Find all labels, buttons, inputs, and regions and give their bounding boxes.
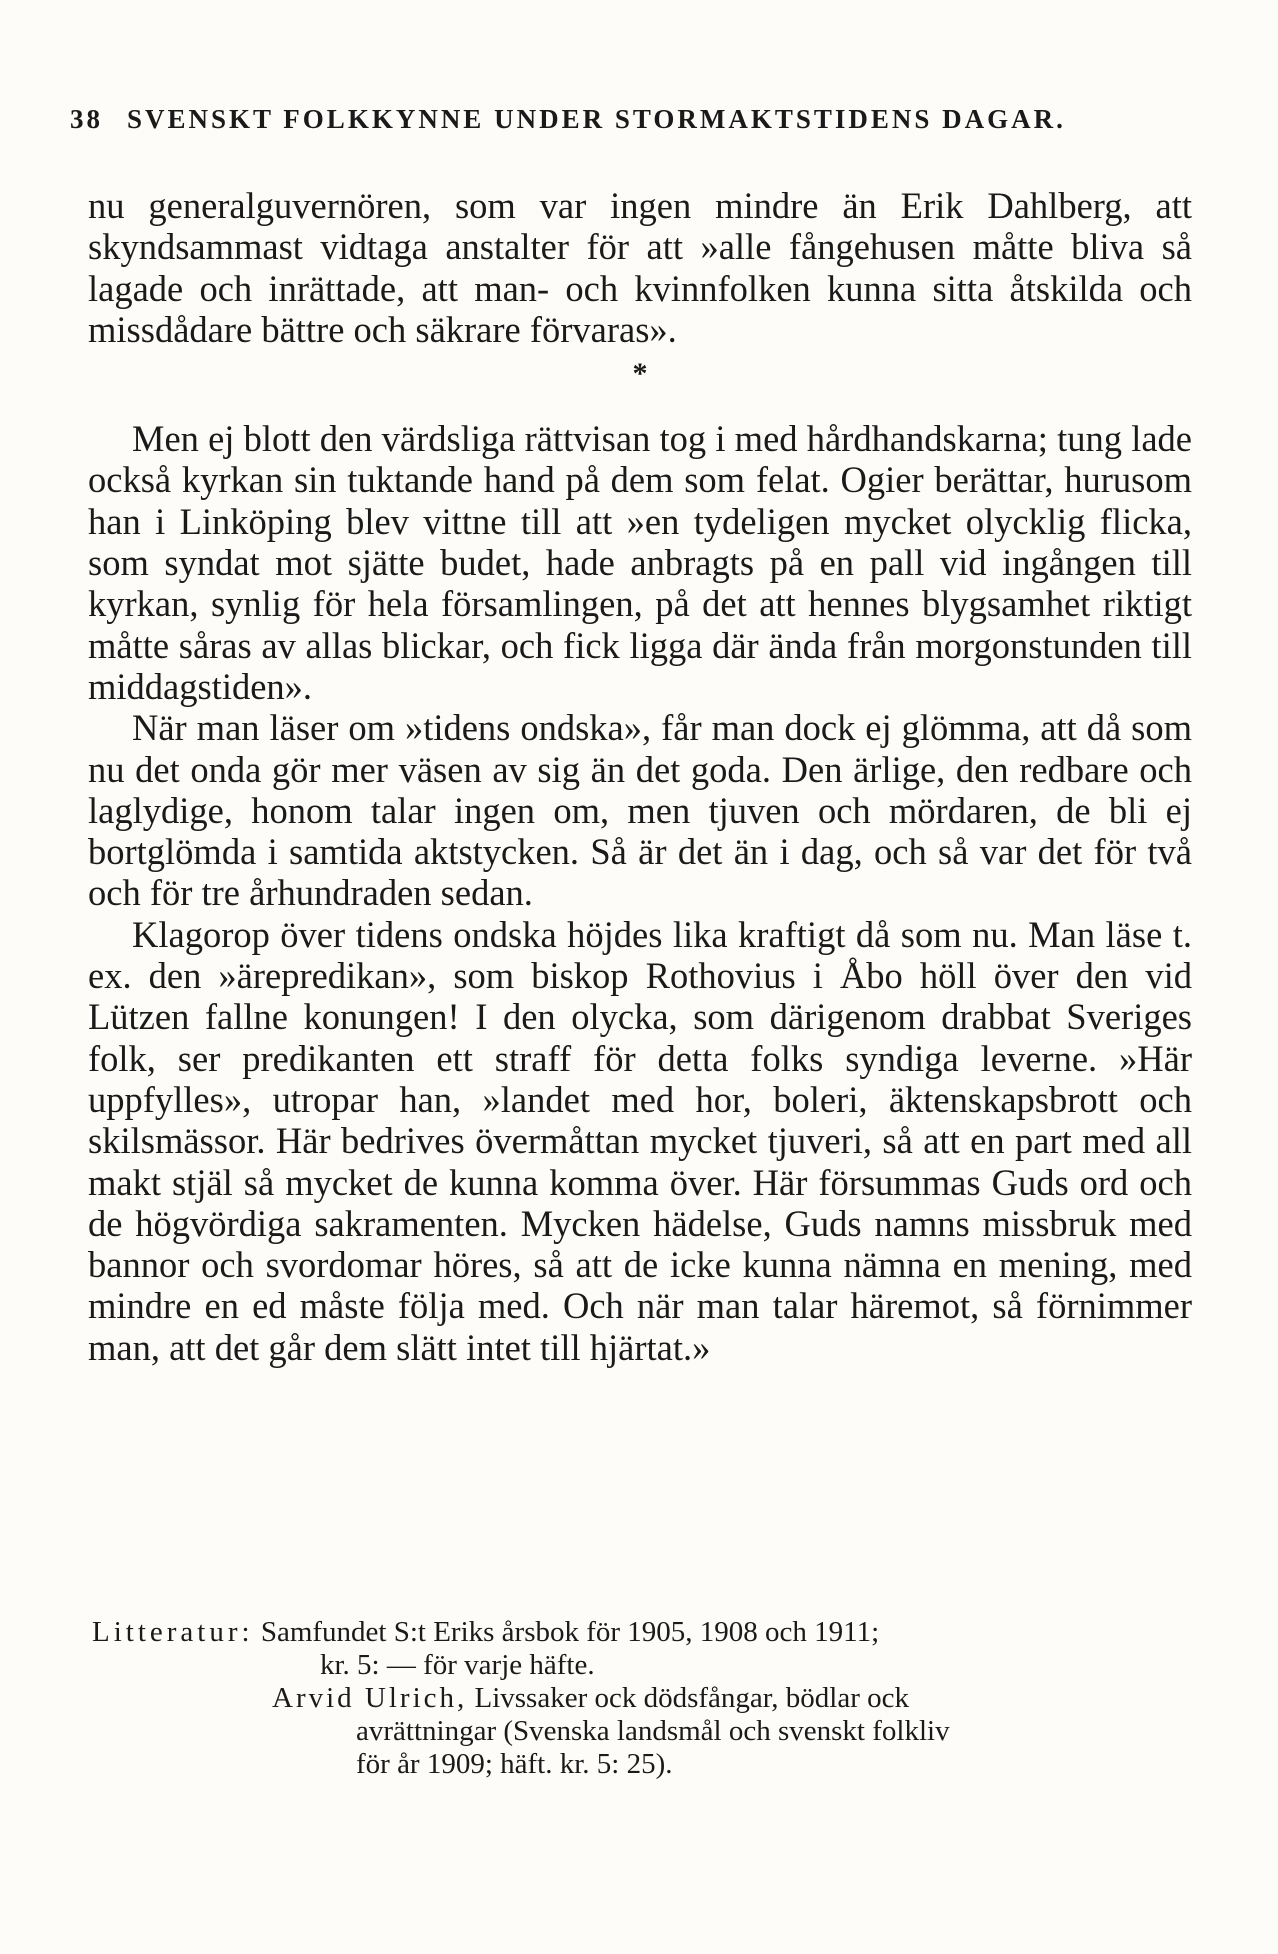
body-text (88, 185, 1192, 1368)
paragraph-2: Men ej blott den värdsliga rättvisan tog i med hårdhandskarna; tung lade också kyrkan sin tuktande hand på dem som felat. Ogier berättar, hurusom han i Linköping blev vittne till att »en tydeligen mycket olycklig flicka, som syndat mot sjätte budet, hade anbragts på en pall vid ingången till kyrkan, synlig för hela församlingen, på det att hennes blygsamhet riktigt måtte såras av allas blickar, och fick ligga där ända från morgonstunden till middagstiden». (88, 418, 1192, 707)
paragraph-4: Klagorop över tidens ondska höjdes lika kraftigt då som nu. Man läse t. ex. den »ärepredikan», som biskop Rothovius i Åbo höll över den vid Lützen fallne konungen! I den olycka, som därigenom drabbat Sveriges folk, ser predikanten ett straff för detta folks syndiga leverne. »Här uppfylles», utropar han, »landet med hor, boleri, äktenskapsbrott och skilsmässor. Här bedrives övermåttan mycket tjuveri, så att en part med all makt stjäl så mycket de kunna komma över. Här försummas Guds ord och de högvördiga sakramenten. Mycken hädelse, Guds namns missbruk med bannor och svordomar höres, så att de icke kunna nämna en mening, med mindre en ed måste följa med. Och när man talar häremot, så förnimmer man, att det går dem slätt intet till hjärtat.» (88, 913, 1192, 1368)
literature-author: Arvid Ulrich, (272, 1682, 468, 1714)
literature-line-1 (92, 1616, 1192, 1649)
page-number: 38 (70, 104, 103, 134)
literature-line-2: kr. 5: — för varje häfte. (320, 1649, 595, 1681)
paragraph-3: När man läser om »tidens ondska», får man dock ej glömma, att då som nu det onda gör mer väsen av sig än det goda. Den ärlige, den redbare och laglydige, honom talar ingen om, men tjuven och mördaren, de bli ej bortglömda i samtida aktstycken. Så är det än i dag, och så var det för två och för tre århundraden sedan. (88, 707, 1192, 914)
paragraph-1: nu generalguvernören, som var ingen mindre än Erik Dahlberg, att skyndsammast vidtaga anstalter för att »alle fångehusen måtte bliva så lagade och inrättade, att man- och kvinnfolken kunna sitta åtskilda och missdådare bättre och säkrare förvaras». (88, 185, 1192, 350)
literature-ref-1: Samfundet S:t Eriks årsbok för 1905, 1908 och 1911; (260, 1616, 880, 1648)
running-head (70, 104, 1198, 135)
literature-ref-2: Livssaker ock dödsfångar, bödlar ock (474, 1682, 910, 1714)
literature-line-4: avrättningar (Svenska landsmål och svenskt folkliv (356, 1715, 950, 1747)
literature-line-5: för år 1909; häft. kr. 5: 25). (356, 1748, 673, 1780)
literature-label: Litteratur: (92, 1616, 254, 1648)
literature-line-3 (92, 1682, 1192, 1715)
literature-section (92, 1616, 1192, 1781)
running-title: SVENSKT FOLKKYNNE UNDER STORMAKTSTIDENS DAGAR. (127, 104, 1066, 134)
section-separator: * (632, 357, 648, 391)
